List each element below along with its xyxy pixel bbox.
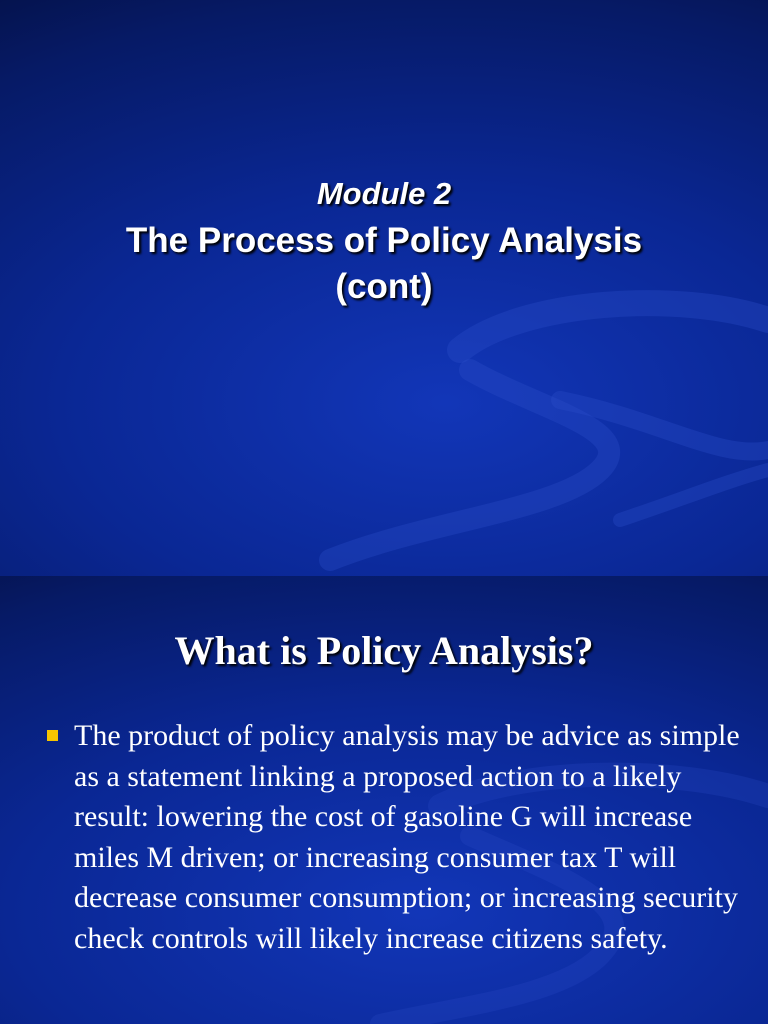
module-label: Module 2 bbox=[316, 176, 452, 211]
slide-title-line-2: (cont) bbox=[335, 267, 433, 306]
slide-title-line-1: The Process of Policy Analysis bbox=[125, 221, 643, 260]
title-block bbox=[0, 172, 768, 308]
bullet-marker bbox=[47, 730, 58, 741]
bullet-text: The product of policy analysis may be advice as simple as a statement linking a proposed action to a likely result: lowering the cost of gasoline G will increase miles M driven; or increasing consumer tax T will decrease consumer consumption; or increasing security check controls will likely increase citizens safety. bbox=[74, 719, 740, 955]
slide-what-is-policy-analysis bbox=[0, 576, 768, 1024]
slide-heading: What is Policy Analysis? bbox=[174, 628, 594, 673]
